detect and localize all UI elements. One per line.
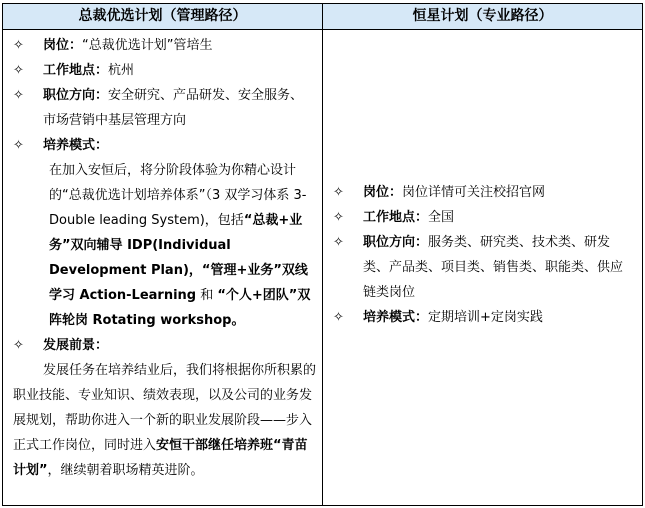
direction-label: 职位方向： [363, 235, 429, 250]
diamond-star-bullet-icon: ✧ [333, 310, 344, 325]
position-value: “总裁优选计划”管培生 [82, 38, 213, 53]
prospects-description [13, 358, 318, 483]
diamond-star-bullet-icon: ✧ [333, 235, 344, 250]
prospects-text-2: ，继续朝着职场精英进阶。 [47, 463, 204, 478]
diamond-star-bullet-icon: ✧ [13, 88, 24, 103]
training-label: 培养模式： [363, 310, 429, 325]
location-label: 工作地点： [363, 210, 429, 225]
diamond-star-bullet-icon: ✧ [13, 138, 24, 153]
diamond-star-bullet-icon: ✧ [13, 338, 24, 353]
prospects-label: 发展前景： [43, 338, 109, 353]
diamond-star-bullet-icon: ✧ [333, 185, 344, 200]
direction-value: 安全研究、产品研发、安全服务、市场营销中基层管理方向 [43, 88, 304, 128]
management-path-list [3, 30, 322, 483]
list-item-location [3, 58, 322, 83]
list-item-direction [323, 230, 642, 305]
position-value: 岗位详情可关注校招官网 [402, 185, 546, 200]
training-bold-1: “总裁+业务”双向辅导 IDP(Individual Development Plan)，“管理+业务”双线学习 Action-Learning [49, 213, 308, 303]
list-item-position [3, 33, 322, 58]
training-text-2: 和 [196, 288, 218, 303]
training-value: 定期培训+定岗实践 [428, 310, 543, 325]
location-value: 杭州 [108, 63, 135, 78]
career-paths-table [2, 3, 643, 506]
training-description [49, 158, 318, 333]
header-management-path: 总裁优选计划（管理路径） [3, 4, 322, 30]
list-item-direction [3, 83, 322, 133]
training-label: 培养模式： [43, 138, 109, 153]
professional-path-list [323, 30, 642, 330]
position-label: 岗位： [43, 38, 83, 53]
list-item-position [323, 180, 642, 205]
list-item-training [3, 133, 322, 158]
position-label: 岗位： [363, 185, 403, 200]
training-bold-2: “个人+团队”双阵轮岗 Rotating workshop。 [49, 288, 311, 328]
training-text-1: 在加入安恒后，将分阶段体验为你精心设计的“总裁优选计划培养体系”（3 双学习体系 3-Double leading System)，包括 [49, 163, 307, 228]
diamond-star-bullet-icon: ✧ [13, 63, 24, 78]
diamond-star-bullet-icon: ✧ [333, 210, 344, 225]
list-item-location [323, 205, 642, 230]
header-professional-path: 恒星计划（专业路径） [323, 4, 642, 30]
direction-label: 职位方向： [43, 88, 109, 103]
prospects-bold-1: 安恒干部继任培养班“青苗计划” [13, 438, 308, 478]
list-item-training [323, 305, 642, 330]
management-path-cell [3, 30, 322, 505]
diamond-star-bullet-icon: ✧ [13, 38, 24, 53]
list-item-prospects [3, 333, 322, 358]
location-value: 全国 [428, 210, 455, 225]
location-label: 工作地点： [43, 63, 109, 78]
direction-value: 服务类、研究类、技术类、研发类、产品类、项目类、销售类、职能类、供应链类岗位 [363, 235, 624, 300]
prospects-text-1: 发展任务在培养结业后，我们将根据你所积累的职业技能、专业知识、绩效表现，以及公司的业务发展规划，帮助你进入一个新的职业发展阶段——步入正式工作岗位，同时进入 [13, 363, 317, 453]
professional-path-cell [323, 30, 642, 505]
